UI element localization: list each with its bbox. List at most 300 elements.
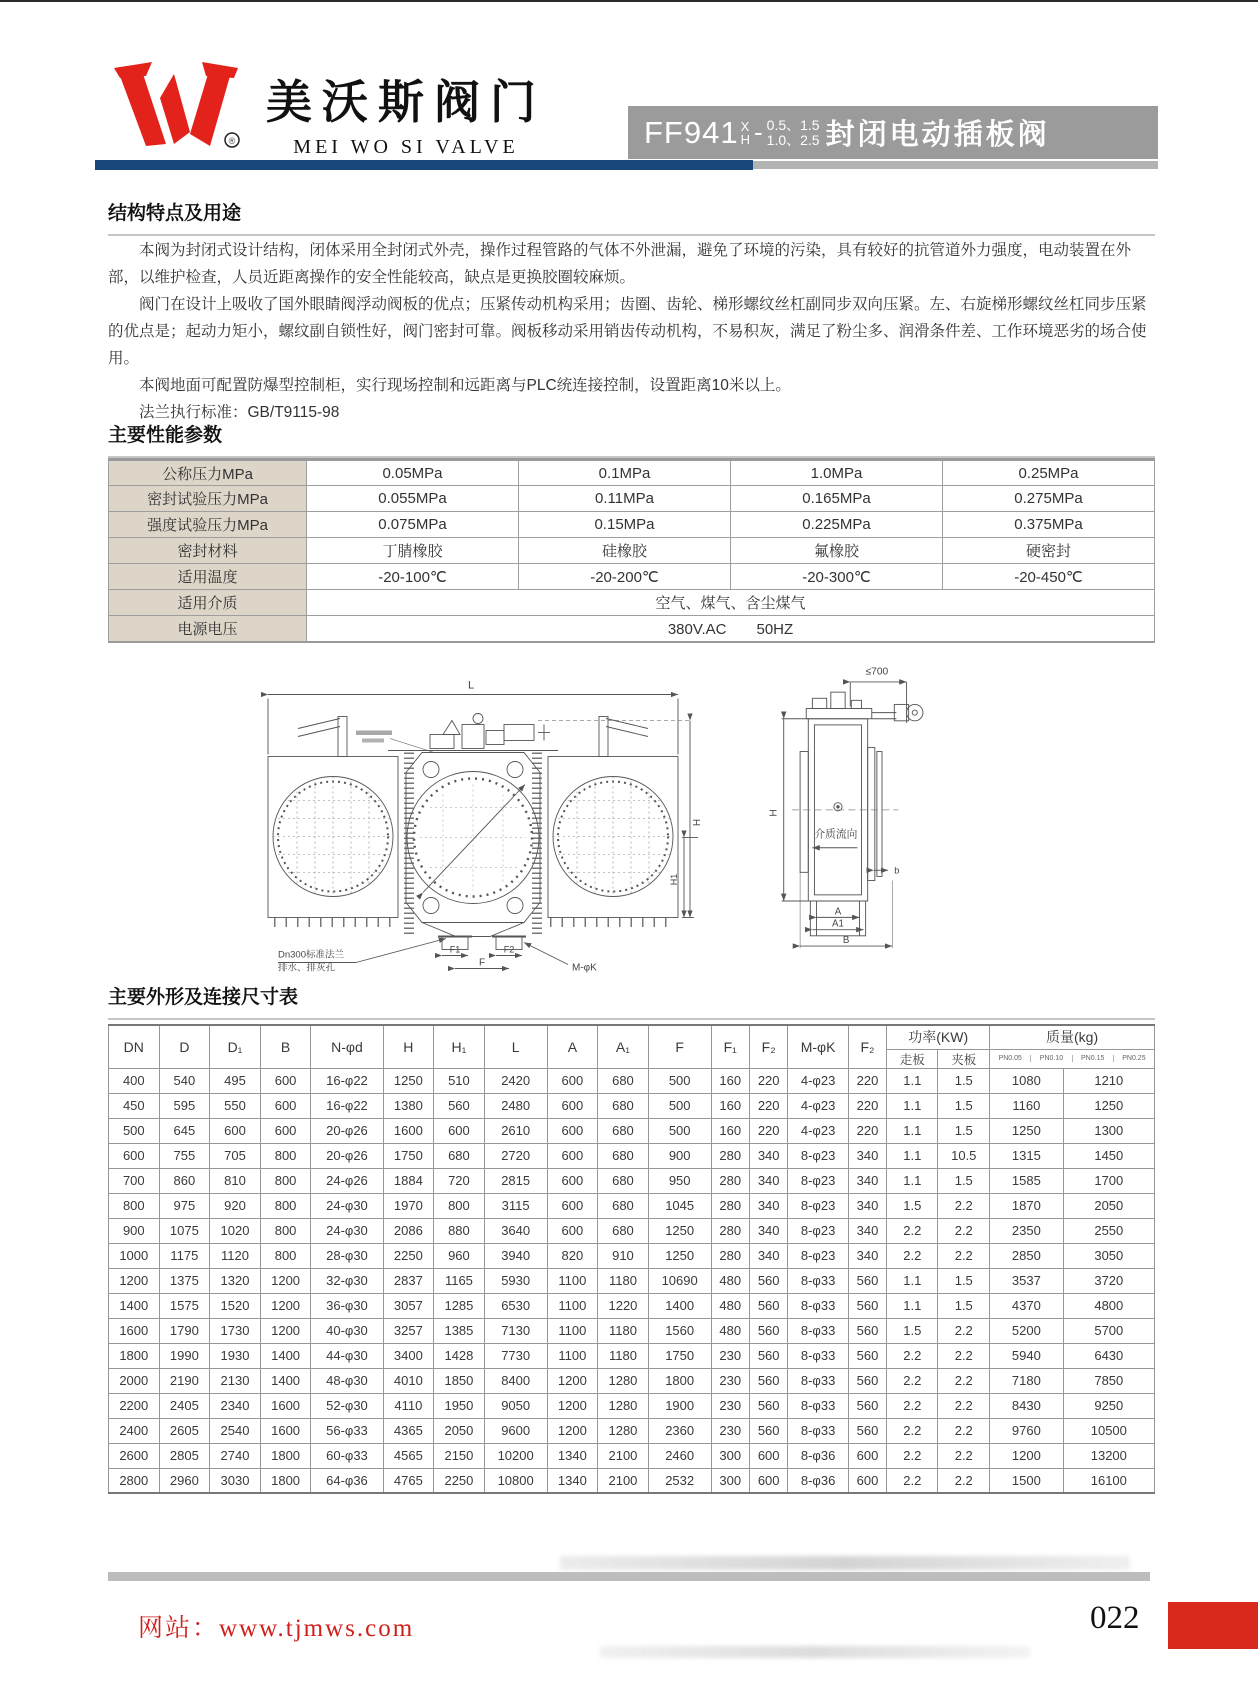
page-top-edge [0,0,1258,2]
dimension-cell: 230 [711,1368,749,1393]
front-dim-h: H [692,818,703,827]
dimension-cell: 1.5 [938,1168,990,1193]
dimension-cell: 9760 [990,1418,1063,1443]
features-paragraph: 阀门在设计上吸收了国外眼睛阀浮动阀板的优点；压紧传动机构采用；齿圈、齿轮、梯形螺纹丝杠副同步双向压紧。左、右旋梯形螺纹丝杠同步压紧的优点是；起动力矩小，螺纹副自锁性好，阀门密封可靠。阀板移动采用销齿传动机构，不易积灰，满足了粉尘多、润滑条件差、工作环境恶劣的场合使用。 [108,296,1147,367]
dimension-cell: 1575 [159,1293,210,1318]
dimension-cell: 20-φ26 [311,1118,383,1143]
front-dim-f1: F1 [449,944,461,955]
dimension-cell: 340 [848,1243,886,1268]
col-header-a1: A₁ [598,1025,649,1068]
performance-row [109,616,1155,642]
dimension-cell: 7130 [484,1318,547,1343]
dimension-cell: 16-φ22 [311,1093,383,1118]
dimension-cell: 52-φ30 [311,1393,383,1418]
dimension-cell: 8-φ23 [788,1143,848,1168]
model-pressures-bottom: 1.0、2.5 [766,131,820,148]
dimension-cell: 2850 [990,1243,1063,1268]
dimension-cell: 8-φ33 [788,1343,848,1368]
dimension-cell: 1870 [990,1193,1063,1218]
dimension-cell: 500 [648,1068,711,1093]
dimension-cell: 1200 [547,1418,598,1443]
dimension-cell: 10690 [648,1268,711,1293]
dimension-cell: 300 [711,1443,749,1468]
dimension-cell: 900 [648,1143,711,1168]
front-flange-note-line1: Dn300标准法兰 [278,949,344,961]
dimension-cell: 1300 [1063,1118,1154,1143]
performance-row-value: 丁腈橡胶 [307,538,519,564]
dimension-cell: 600 [547,1168,598,1193]
performance-row-value: 0.225MPa [731,512,943,538]
dimension-cell: 560 [749,1368,787,1393]
dimension-cell: 950 [648,1168,711,1193]
performance-row-value: 硅橡胶 [519,538,731,564]
dimension-cell: 1.5 [938,1293,990,1318]
dimension-cell: 560 [749,1268,787,1293]
dimension-cell: 1180 [598,1268,649,1293]
dimension-cell: 220 [848,1093,886,1118]
dimension-cell: 510 [434,1068,485,1093]
dimension-cell: 600 [260,1068,311,1093]
dimension-cell: 2.2 [938,1368,990,1393]
dimension-cell: 1075 [159,1218,210,1243]
dimension-cell: 1200 [260,1318,311,1343]
dimension-cell: 560 [434,1093,485,1118]
front-dim-l: L [467,679,475,692]
dimension-cell: 4370 [990,1293,1063,1318]
front-dim-h1: H1 [669,873,679,886]
dimension-cell: 220 [749,1093,787,1118]
watermark-smudge [560,1556,1130,1570]
dimension-cell: 340 [848,1218,886,1243]
dimension-cell: 680 [598,1218,649,1243]
side-dim-top: ≤700 [865,666,889,678]
dimension-cell: 495 [210,1068,261,1093]
dimension-cell: 1020 [210,1218,261,1243]
dimension-cell: 600 [749,1443,787,1468]
dimension-cell: 1750 [383,1143,434,1168]
dimension-cell: 1100 [547,1293,598,1318]
dimension-cell: 24-φ30 [311,1193,383,1218]
dimension-cell: 1.5 [938,1268,990,1293]
dimension-cell: 680 [598,1168,649,1193]
dimension-cell: 1585 [990,1168,1063,1193]
dimension-cell: 8-φ33 [788,1418,848,1443]
dimension-cell: 1120 [210,1243,261,1268]
performance-row-value: 硬密封 [943,538,1155,564]
dimension-cell: 2532 [648,1468,711,1493]
performance-row-value: 0.11MPa [519,486,731,512]
dimension-cell: 1210 [1063,1068,1154,1093]
dimension-cell: 540 [159,1068,210,1093]
dimension-cell: 16100 [1063,1468,1154,1493]
dimension-cell: 560 [848,1368,886,1393]
dimension-cell: 2.2 [938,1193,990,1218]
dimension-cell: 400 [109,1068,160,1093]
dimension-cell: 800 [109,1193,160,1218]
dimension-cell: 24-φ30 [311,1218,383,1243]
dimension-cell: 560 [749,1293,787,1318]
dimension-cell: 2190 [159,1368,210,1393]
col-header-weight: 质量(kg) [990,1025,1155,1049]
front-flange-note-line2: 排水、排灰孔 [278,962,336,974]
dimension-cell: 1200 [547,1393,598,1418]
dimension-cell: 920 [210,1193,261,1218]
performance-row-value: 空气、煤气、含尘煤气 [307,590,1155,616]
dimension-row [109,1393,1155,1418]
col-header-l: L [484,1025,547,1068]
dimension-row [109,1268,1155,1293]
dimension-cell: 600 [547,1143,598,1168]
dimension-cell: 810 [210,1168,261,1193]
dimension-cell: 2.2 [887,1343,938,1368]
dimension-cell: 705 [210,1143,261,1168]
dimension-cell: 3257 [383,1318,434,1343]
dimension-cell: 3050 [1063,1243,1154,1268]
dimension-cell: 1.1 [887,1268,938,1293]
dimension-cell: 600 [547,1118,598,1143]
dimension-cell: 2250 [383,1243,434,1268]
performance-row [109,538,1155,564]
dimension-cell: 2100 [598,1468,649,1493]
dimension-cell: 2340 [210,1393,261,1418]
dimension-cell: 1.5 [938,1068,990,1093]
dimension-cell: 800 [260,1193,311,1218]
side-view-drawing [753,660,968,970]
dimension-cell: 800 [260,1243,311,1268]
dimension-cell: 160 [711,1093,749,1118]
dimension-cell: 2550 [1063,1218,1154,1243]
dimension-cell: 1280 [598,1368,649,1393]
dimension-cell: 800 [260,1143,311,1168]
dimension-cell: 2.2 [938,1318,990,1343]
dimension-cell: 1400 [648,1293,711,1318]
dimension-cell: 1200 [260,1293,311,1318]
dimension-cell: 560 [848,1268,886,1293]
dimension-cell: 1220 [598,1293,649,1318]
dimension-cell: 480 [711,1318,749,1343]
col-header-b: B [260,1025,311,1068]
dimension-cell: 2.2 [938,1468,990,1493]
dimension-cell: 500 [648,1118,711,1143]
dimension-cell: 5700 [1063,1318,1154,1343]
dimension-cell: 1.1 [887,1293,938,1318]
dimension-cell: 1750 [648,1343,711,1368]
dimension-cell: 1500 [990,1468,1063,1493]
dimension-cell: 1200 [109,1268,160,1293]
dimension-cell: 1790 [159,1318,210,1343]
dimension-cell: 8-φ23 [788,1218,848,1243]
dimension-cell: 24-φ26 [311,1168,383,1193]
dimension-cell: 1250 [1063,1093,1154,1118]
dimension-cell: 2360 [648,1418,711,1443]
dimension-cell: 2086 [383,1218,434,1243]
dimension-cell: 1250 [648,1218,711,1243]
dimension-cell: 340 [848,1168,886,1193]
brand-name-english: MEI WO SI VALVE [293,136,519,158]
dimension-cell: 7850 [1063,1368,1154,1393]
dimension-cell: 2.2 [938,1218,990,1243]
performance-row-label: 强度试验压力MPa [109,512,307,538]
section-title-dimensions: 主要外形及连接尺寸表 [108,982,1155,1020]
dimension-cell: 160 [711,1068,749,1093]
brand-logo [102,58,546,159]
weight-pn-label: PN0.05 [998,1055,1022,1062]
features-paragraph: 本阀地面可配置防爆型控制柜，实行现场控制和远距离与PLC统连接控制，设置距离10米以上。 [139,377,791,394]
dimension-cell: 600 [848,1468,886,1493]
side-dim-b: b [894,865,900,876]
dimension-cell: 480 [711,1268,749,1293]
dimension-cell: 560 [848,1393,886,1418]
dimension-cell: 20-φ26 [311,1143,383,1168]
dimension-cell: 4800 [1063,1293,1154,1318]
dimension-cell: 280 [711,1168,749,1193]
dimension-cell: 1100 [547,1343,598,1368]
dimension-cell: 560 [848,1343,886,1368]
dimension-row [109,1143,1155,1168]
dimension-cell: 64-φ36 [311,1468,383,1493]
brand-text [266,58,546,159]
dimension-cell: 600 [260,1118,311,1143]
performance-table [108,458,1155,643]
dimension-cell: 900 [109,1218,160,1243]
dimension-cell: 600 [547,1218,598,1243]
dimension-cell: 220 [848,1068,886,1093]
dimension-cell: 2150 [434,1443,485,1468]
col-header-h: H [383,1025,434,1068]
dimension-cell: 1200 [990,1443,1063,1468]
dimension-cell: 1400 [260,1343,311,1368]
dimension-cell: 230 [711,1418,749,1443]
front-bolt-label: M-φK [572,962,597,974]
dimension-cell: 1280 [598,1418,649,1443]
dimension-cell: 340 [749,1193,787,1218]
dimension-cell: 10800 [484,1468,547,1493]
dimension-cell: 56-φ33 [311,1418,383,1443]
dimensions-table [108,1024,1155,1494]
performance-row-value: 0.375MPa [943,512,1155,538]
dimension-cell: 480 [711,1293,749,1318]
dimension-row [109,1293,1155,1318]
model-sup: X [740,118,750,134]
performance-row-label: 电源电压 [109,616,307,642]
dimension-row [109,1368,1155,1393]
dimension-cell: 32-φ30 [311,1268,383,1293]
side-flow-label: 介质流向 [814,828,858,841]
dimension-cell: 800 [260,1168,311,1193]
performance-row-value: 0.05MPa [307,460,519,486]
dimension-cell: 4565 [383,1443,434,1468]
dimension-cell: 6530 [484,1293,547,1318]
performance-row-label: 密封材料 [109,538,307,564]
dimension-cell: 220 [848,1118,886,1143]
dimension-cell: 600 [749,1468,787,1493]
dimension-cell: 160 [711,1118,749,1143]
dimension-cell: 700 [109,1168,160,1193]
dimension-cell: 1080 [990,1068,1063,1093]
performance-row [109,460,1155,486]
dimension-cell: 560 [848,1293,886,1318]
dimension-cell: 220 [749,1118,787,1143]
brand-name-chinese: 美沃斯阀门 [266,77,546,128]
dimension-cell: 1600 [260,1418,311,1443]
dimension-cell: 1320 [210,1268,261,1293]
dimension-cell: 1.1 [887,1143,938,1168]
dimension-cell: 2420 [484,1068,547,1093]
dimension-cell: 2460 [648,1443,711,1468]
dimension-cell: 1428 [434,1343,485,1368]
dimension-cell: 1400 [109,1293,160,1318]
divider-gray-segment [753,161,1158,169]
dimension-cell: 9050 [484,1393,547,1418]
dimension-cell: 4-φ23 [788,1068,848,1093]
dimension-cell: 1385 [434,1318,485,1343]
dimension-cell: 600 [848,1443,886,1468]
dimension-cell: 10.5 [938,1143,990,1168]
dimension-cell: 2.2 [887,1418,938,1443]
col-header-power-moving: 走板 [887,1049,938,1068]
dimension-cell: 1450 [1063,1143,1154,1168]
dimension-cell: 1800 [260,1468,311,1493]
dimension-cell: 3115 [484,1193,547,1218]
dimension-cell: 2.2 [887,1243,938,1268]
dimension-cell: 8-φ33 [788,1268,848,1293]
dimension-cell: 1990 [159,1343,210,1368]
dimension-cell: 1.5 [887,1193,938,1218]
dimension-cell: 2.2 [938,1343,990,1368]
dimension-cell: 340 [749,1218,787,1243]
dimension-cell: 1180 [598,1343,649,1368]
dimension-cell: 2605 [159,1418,210,1443]
dimension-cell: 36-φ30 [311,1293,383,1318]
dimension-cell: 4365 [383,1418,434,1443]
col-header-n-phi-d: N-φd [311,1025,383,1068]
dimension-cell: 16-φ22 [311,1068,383,1093]
dimension-cell: 1800 [260,1443,311,1468]
col-header-h1: H₁ [434,1025,485,1068]
model-pressures-top: 0.5、1.5 [766,116,820,133]
dimension-cell: 8-φ33 [788,1393,848,1418]
section-title-performance: 主要性能参数 [108,420,1155,458]
footer-website: 网站：www.tjmws.com [138,1615,415,1642]
col-header-f2: F₂ [749,1025,787,1068]
dimension-cell: 1200 [260,1268,311,1293]
performance-row [109,512,1155,538]
dimension-cell: 1000 [109,1243,160,1268]
dimension-cell: 2200 [109,1393,160,1418]
dimension-cell: 1315 [990,1143,1063,1168]
dimension-cell: 340 [848,1143,886,1168]
dimension-cell: 2815 [484,1168,547,1193]
model-product-name: 封闭电动插板阀 [825,119,1050,151]
dimension-cell: 560 [749,1318,787,1343]
dimension-cell: 2600 [109,1443,160,1468]
features-paragraph: 法兰执行标准：GB/T9115-98 [139,404,340,421]
dimension-cell: 13200 [1063,1443,1154,1468]
registered-mark: ® [228,136,236,146]
dimension-cell: 1340 [547,1443,598,1468]
dimension-cell: 550 [210,1093,261,1118]
dimension-cell: 8-φ33 [788,1318,848,1343]
dimension-cell: 5940 [990,1343,1063,1368]
dimension-cell: 560 [848,1318,886,1343]
dimension-cell: 340 [749,1168,787,1193]
dimension-cell: 5930 [484,1268,547,1293]
dimension-cell: 680 [434,1143,485,1168]
performance-row-value: -20-450℃ [943,564,1155,590]
dimension-cell: 9250 [1063,1393,1154,1418]
dimension-cell: 2837 [383,1268,434,1293]
footer-red-block [1168,1602,1258,1649]
side-dim-h: H [768,809,780,817]
col-header-d: D [159,1025,210,1068]
col-header-power-clamp: 夹板 [938,1049,990,1068]
dimension-cell: 500 [109,1118,160,1143]
performance-row-value: 0.055MPa [307,486,519,512]
dimension-cell: 1250 [990,1118,1063,1143]
col-header-d1: D₁ [210,1025,261,1068]
dimension-cell: 5200 [990,1318,1063,1343]
front-dim-f: F [478,957,486,969]
dimensions-table-body [109,1068,1155,1493]
performance-row-value: 0.15MPa [519,512,731,538]
dimension-cell: 2.2 [938,1393,990,1418]
dimension-cell: 60-φ33 [311,1443,383,1468]
dimension-cell: 8-φ23 [788,1243,848,1268]
dimension-cell: 645 [159,1118,210,1143]
dimension-cell: 8-φ36 [788,1443,848,1468]
dimension-cell: 1340 [547,1468,598,1493]
performance-row-value: 0.275MPa [943,486,1155,512]
dimension-cell: 1730 [210,1318,261,1343]
dimension-row [109,1468,1155,1493]
dimension-cell: 2.2 [887,1393,938,1418]
dimension-cell: 3057 [383,1293,434,1318]
dimension-cell: 1850 [434,1368,485,1393]
dimension-cell: 680 [598,1143,649,1168]
features-paragraph: 本阀为封闭式设计结构，闭体采用全封闭式外壳，操作过程管路的气体不外泄漏，避免了环境的污染，具有较好的抗管道外力强度，电动装置在外部，以维护检查，人员近距离操作的安全性能较高，缺点是更换胶圈较麻烦。 [108,242,1132,286]
dimension-cell: 3940 [484,1243,547,1268]
performance-row-value: 380V.AC 50HZ [307,616,1155,642]
dimension-cell: 2960 [159,1468,210,1493]
performance-row-label: 公称压力MPa [109,460,307,486]
performance-row-label: 密封试验压力MPa [109,486,307,512]
dimension-cell: 2.2 [887,1218,938,1243]
dimension-cell: 2480 [484,1093,547,1118]
dimension-row [109,1118,1155,1143]
section-title-features: 结构特点及用途 [108,198,1155,236]
dimension-cell: 680 [598,1093,649,1118]
footer-divider-bar [108,1572,1150,1581]
dimension-cell: 280 [711,1218,749,1243]
dimension-cell: 7180 [990,1368,1063,1393]
technical-drawings [98,652,1160,982]
dimension-cell: 10500 [1063,1418,1154,1443]
dimension-cell: 1520 [210,1293,261,1318]
dimension-cell: 560 [749,1393,787,1418]
dimension-cell: 1.1 [887,1093,938,1118]
dimension-cell: 1600 [383,1118,434,1143]
performance-row-label: 适用介质 [109,590,307,616]
page-number: 022 [1090,1600,1140,1636]
dimension-cell: 560 [749,1418,787,1443]
performance-row-value: 0.075MPa [307,512,519,538]
dimension-cell: 2000 [109,1368,160,1393]
dimension-cell: 340 [749,1243,787,1268]
dimension-row [109,1193,1155,1218]
model-variant-stack [741,120,750,146]
dimension-cell: 1950 [434,1393,485,1418]
dimension-row [109,1218,1155,1243]
